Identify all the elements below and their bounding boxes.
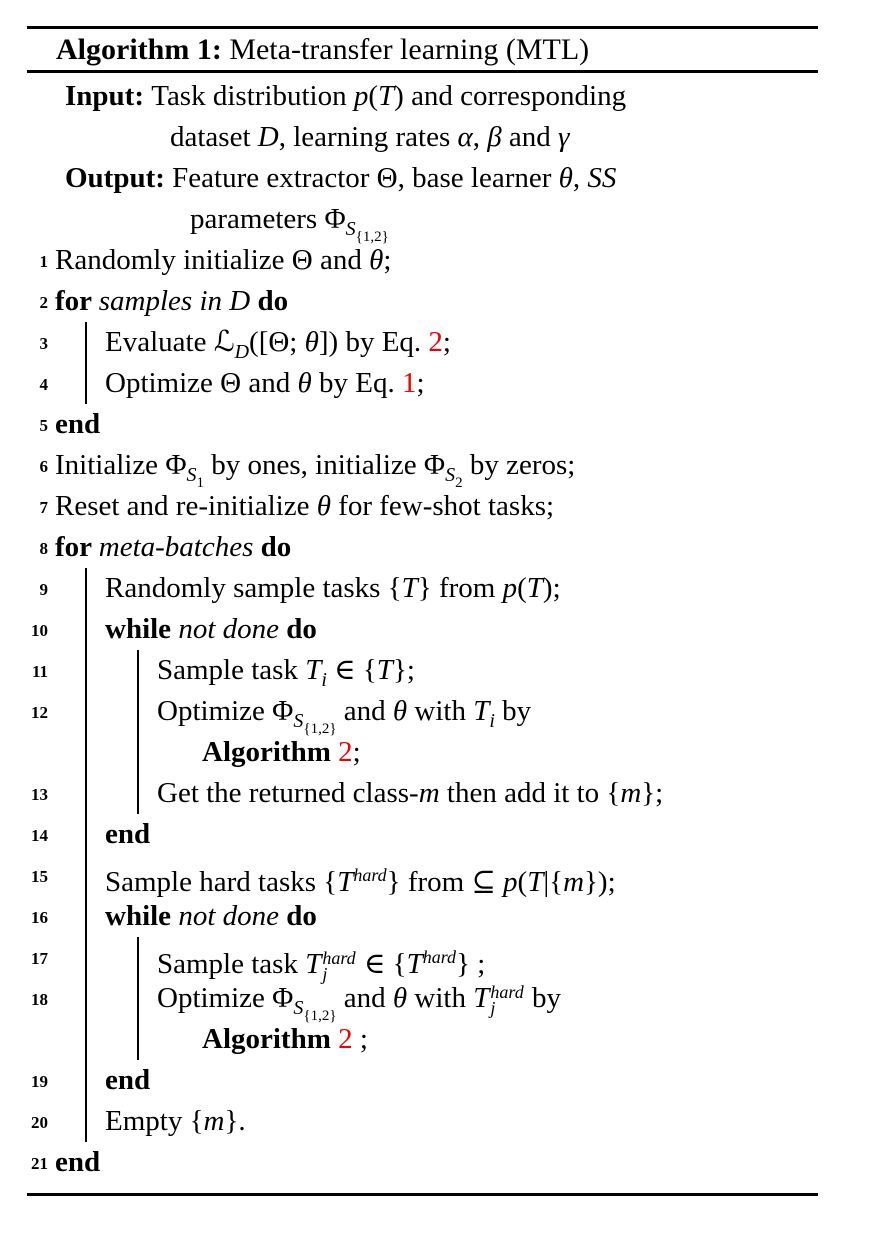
text-segment: D	[229, 285, 251, 317]
text-segment: Randomly initialize Θ and	[55, 244, 370, 276]
text-segment: T	[473, 982, 490, 1014]
text-segment: S	[186, 464, 197, 486]
text-segment: and	[336, 982, 393, 1014]
text-segment: (	[517, 866, 528, 898]
text-segment: 2	[428, 326, 443, 358]
indent-rule	[137, 732, 139, 773]
algorithm-line	[0, 937, 872, 985]
text-segment: do	[286, 900, 317, 932]
text-segment: Φ	[272, 982, 294, 1014]
text-segment: ;	[383, 244, 392, 276]
io-line	[0, 158, 872, 199]
indent-rule	[85, 814, 87, 855]
indent-rule	[85, 1019, 87, 1060]
text-segment: T	[376, 654, 393, 686]
text-segment: p	[503, 866, 518, 898]
line-number: 11	[31, 662, 48, 681]
line-number: 7	[39, 498, 48, 517]
text-segment: θ	[297, 367, 312, 399]
text-segment: parameters	[190, 203, 325, 235]
algorithm-line	[0, 445, 872, 491]
text-segment: };	[641, 777, 664, 809]
algorithm-line	[0, 1101, 872, 1142]
text-segment: by	[524, 982, 561, 1014]
text-segment: with	[407, 695, 474, 727]
text-segment: 1	[196, 475, 205, 491]
indent-rule	[137, 773, 139, 814]
text-segment: ℒ	[213, 326, 235, 358]
text-segment: Optimize	[157, 982, 273, 1014]
text-segment: p	[502, 572, 518, 604]
indent-rule	[85, 896, 87, 937]
line-number: 6	[39, 457, 48, 476]
text-segment: hard	[422, 947, 457, 967]
text-segment: and	[501, 121, 559, 153]
text-segment: m	[563, 866, 585, 898]
indent-rule	[137, 1019, 139, 1060]
text-segment: and corresponding	[403, 80, 627, 112]
text-segment: }.	[224, 1105, 246, 1137]
text-segment: 2	[338, 736, 353, 768]
algorithm-line-block	[0, 240, 872, 1183]
line-text	[0, 486, 554, 527]
text-segment: i	[489, 710, 495, 732]
text-segment: p	[353, 80, 369, 112]
indent-rule	[85, 568, 87, 609]
text-segment: samples in	[98, 285, 230, 317]
text-segment: Randomly sample tasks {	[105, 572, 402, 604]
text-segment: ([Θ;	[249, 326, 305, 358]
algorithm-line	[0, 691, 872, 737]
text-segment: T	[305, 948, 322, 980]
text-segment: end	[55, 1146, 101, 1178]
io-line	[0, 76, 872, 117]
text-segment: Sample hard tasks {	[105, 866, 338, 898]
algorithm-line	[0, 732, 872, 773]
indent-rule	[85, 1101, 87, 1142]
text-segment: Task distribution	[151, 80, 354, 112]
algorithm-body	[0, 76, 872, 1183]
text-segment: D	[234, 341, 250, 363]
line-number: 10	[31, 621, 48, 640]
text-segment: 1	[401, 367, 417, 399]
indent-rule	[137, 978, 139, 1019]
text-segment: });	[584, 866, 616, 898]
text-segment: T	[378, 80, 395, 112]
text-segment: α	[457, 121, 473, 153]
algorithm-line	[0, 322, 872, 363]
line-text	[0, 363, 425, 404]
text-segment: ;	[352, 736, 361, 768]
line-text	[0, 158, 616, 199]
text-segment: hard	[353, 865, 387, 885]
line-text	[0, 773, 663, 814]
text-segment: for few-shot tasks;	[330, 490, 555, 522]
text-segment: (	[517, 572, 527, 604]
algorithm-line	[0, 363, 872, 404]
text-segment: ∈ {	[356, 948, 407, 980]
text-segment: for	[55, 531, 99, 563]
text-segment: (	[368, 80, 378, 112]
text-segment: ∈ {	[326, 654, 377, 686]
line-number: 15	[31, 867, 48, 886]
text-segment: Initialize	[55, 449, 166, 481]
algorithm-caption-rule	[27, 70, 818, 73]
text-segment: T	[401, 572, 418, 604]
math-supsub: hard j	[490, 982, 524, 1019]
text-segment: )	[394, 80, 404, 112]
text-segment: };	[392, 654, 415, 686]
text-segment: end	[105, 818, 151, 850]
line-number: 5	[39, 416, 48, 435]
text-segment: by ones, initialize	[204, 449, 424, 481]
indent-rule	[85, 773, 87, 814]
algorithm-line	[0, 978, 872, 1024]
text-segment: ]) by Eq.	[318, 326, 429, 358]
text-segment: end	[105, 1064, 151, 1096]
text-segment: θ	[392, 695, 408, 727]
text-segment: Reset and re-initialize	[55, 490, 317, 522]
text-segment: Sample task	[157, 948, 306, 980]
line-number: 8	[39, 539, 48, 558]
text-segment: T	[305, 654, 322, 686]
algorithm-line	[0, 1019, 872, 1060]
io-line	[0, 199, 872, 245]
text-segment: m	[418, 777, 440, 809]
indent-rule	[85, 937, 87, 978]
text-segment: ;	[416, 367, 425, 399]
algorithm-bottom-rule	[27, 1193, 818, 1196]
indent-rule	[85, 650, 87, 691]
math-supsub: hard j	[322, 948, 356, 985]
text-segment: } ;	[456, 948, 486, 980]
text-segment: {1,2}	[303, 1008, 337, 1024]
text-segment: Empty {	[105, 1105, 204, 1137]
text-segment: dataset	[170, 121, 258, 153]
text-segment: then add it to {	[439, 777, 621, 809]
text-segment: Feature extractor Θ, base learner	[172, 162, 559, 194]
text-segment: 2	[338, 1023, 353, 1055]
algorithm-line	[0, 1060, 872, 1101]
text-segment: Optimize	[157, 695, 273, 727]
text-segment: by	[494, 695, 532, 727]
line-text	[0, 240, 391, 281]
text-segment: while	[105, 613, 179, 645]
text-segment: m	[203, 1105, 225, 1137]
line-number: 1	[39, 252, 48, 271]
algorithm-line	[0, 404, 872, 445]
line-number: 17	[31, 949, 48, 968]
text-segment: |{	[543, 866, 564, 898]
text-segment: Evaluate	[105, 326, 214, 358]
text-segment: SS	[587, 162, 617, 194]
text-segment: Algorithm	[202, 736, 339, 768]
line-number: 4	[39, 375, 48, 394]
line-text	[0, 732, 361, 773]
algorithm-line	[0, 773, 872, 814]
indent-rule	[137, 691, 139, 732]
indent-rule	[137, 937, 139, 978]
algorithm-line	[0, 281, 872, 322]
line-number: 16	[31, 908, 48, 927]
algorithm-line	[0, 1142, 872, 1183]
algorithm-line	[0, 814, 872, 855]
text-segment: θ	[316, 490, 331, 522]
line-text	[0, 76, 626, 117]
text-segment: not done	[178, 613, 287, 645]
text-segment: θ	[392, 982, 408, 1014]
text-segment: ;	[442, 326, 451, 358]
text-segment: Get the returned class-	[157, 777, 419, 809]
text-segment: T	[473, 695, 490, 727]
text-segment: θ	[558, 162, 573, 194]
line-number: 21	[31, 1154, 48, 1173]
algorithm-line	[0, 650, 872, 691]
text-segment: Algorithm 1:	[56, 33, 222, 66]
text-segment: by zeros;	[462, 449, 576, 481]
line-number: 18	[31, 990, 48, 1009]
text-segment: } from ⊆	[386, 866, 504, 898]
indent-rule	[85, 322, 87, 363]
text-segment: Φ	[272, 695, 294, 727]
text-segment: } from	[417, 572, 503, 604]
text-segment: );	[542, 572, 561, 604]
text-segment: i	[321, 669, 327, 691]
text-segment: S	[293, 997, 304, 1019]
line-number: 19	[31, 1072, 48, 1091]
algorithm-line	[0, 527, 872, 568]
text-segment: ,	[472, 121, 488, 153]
algorithm-line	[0, 568, 872, 609]
text-segment: m	[620, 777, 642, 809]
text-segment: S	[345, 218, 356, 240]
line-number: 2	[39, 293, 48, 312]
text-segment: T	[337, 866, 354, 898]
text-segment: do	[260, 531, 292, 563]
indent-rule	[85, 855, 87, 896]
text-segment: ,	[572, 162, 588, 194]
indent-rule	[85, 978, 87, 1019]
line-number: 12	[31, 703, 48, 722]
text-segment: {1,2}	[303, 721, 337, 737]
text-segment: do	[257, 285, 289, 317]
algorithm-line	[0, 609, 872, 650]
text-segment: {1,2}	[355, 229, 389, 245]
text-segment: θ	[304, 326, 319, 358]
text-segment: Algorithm	[202, 1023, 339, 1055]
text-segment: with	[407, 982, 474, 1014]
text-segment: end	[55, 408, 101, 440]
algorithm-line	[0, 896, 872, 937]
indent-rule	[85, 609, 87, 650]
line-text	[0, 1019, 368, 1060]
text-segment: T	[526, 572, 543, 604]
io-line	[0, 117, 872, 158]
text-segment: 2	[455, 475, 463, 491]
text-segment: Optimize Θ and	[105, 367, 298, 399]
line-number: 14	[31, 826, 48, 845]
indent-rule	[85, 732, 87, 773]
text-segment: not done	[178, 900, 287, 932]
text-segment: Input:	[65, 80, 152, 112]
algorithm-line	[0, 855, 872, 896]
indent-rule	[137, 650, 139, 691]
text-segment: T	[406, 948, 423, 980]
text-segment: Sample task	[157, 654, 306, 686]
line-number: 13	[31, 785, 48, 804]
algorithm-io-block	[0, 76, 872, 245]
text-segment: while	[105, 900, 179, 932]
text-segment: θ	[369, 244, 384, 276]
indent-rule	[85, 691, 87, 732]
text-segment: and	[336, 695, 393, 727]
text-segment: S	[445, 464, 456, 486]
line-number: 9	[39, 580, 48, 599]
line-number: 20	[31, 1113, 48, 1132]
indent-rule	[85, 1060, 87, 1101]
algorithm-line	[0, 240, 872, 281]
text-segment: , learning rates	[278, 121, 458, 153]
text-segment: do	[286, 613, 317, 645]
indent-rule	[85, 363, 87, 404]
text-segment: T	[527, 866, 544, 898]
algorithm-line	[0, 486, 872, 527]
text-segment: Φ	[165, 449, 187, 481]
text-segment: for	[55, 285, 99, 317]
text-segment: Output:	[65, 162, 173, 194]
text-segment: β	[487, 121, 502, 153]
text-segment: Meta-transfer learning (MTL)	[221, 33, 590, 66]
line-number: 3	[39, 334, 48, 353]
text-segment: S	[293, 710, 304, 732]
line-text	[0, 117, 569, 158]
text-segment: meta-batches	[98, 531, 261, 563]
text-segment: Φ	[324, 203, 346, 235]
text-segment: D	[257, 121, 279, 153]
text-segment: Φ	[423, 449, 446, 481]
text-segment: ;	[352, 1023, 368, 1055]
algorithm-caption	[56, 29, 589, 70]
text-segment: γ	[558, 121, 570, 153]
text-segment: by Eq.	[311, 367, 402, 399]
